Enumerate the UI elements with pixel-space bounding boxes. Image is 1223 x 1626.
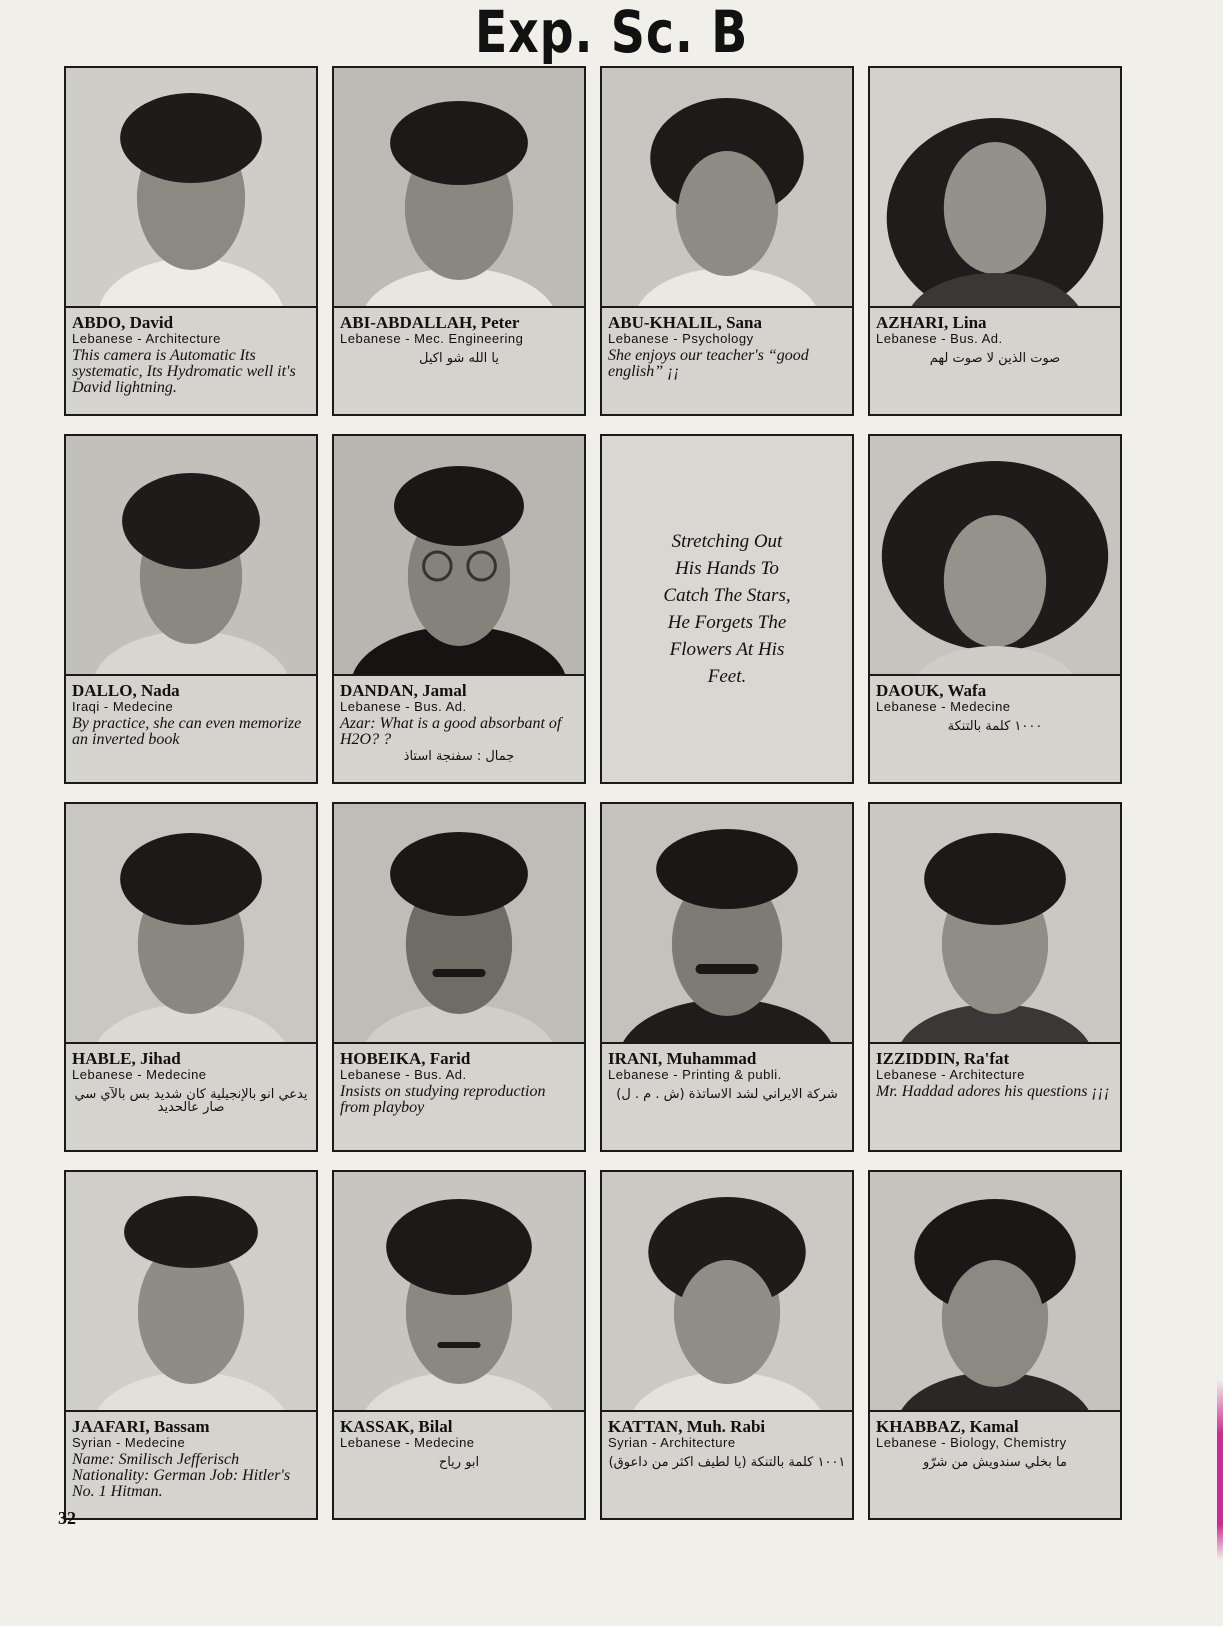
student-info: Lebanese - Medecine [876, 699, 1011, 715]
student-name: HOBEIKA, Farid [340, 1050, 471, 1068]
student-info: Lebanese - Biology, Chemistry [876, 1435, 1067, 1451]
student-photo [602, 1172, 852, 1412]
student-caption [870, 676, 1120, 782]
student-quote-arabic: يدعي انو بالإنجيلية كان شديد بس بالآي سي صار عالحديد [74, 1086, 308, 1115]
student-card [64, 434, 318, 784]
student-name: IRANI, Muhammad [608, 1050, 757, 1068]
page-edge-decoration [1217, 1380, 1223, 1560]
student-caption [334, 676, 584, 782]
student-info: Syrian - Medecine [72, 1435, 186, 1451]
student-card [600, 1170, 854, 1520]
student-card [64, 66, 318, 416]
student-name: IZZIDDIN, Ra'fat [876, 1050, 1010, 1068]
poem-line: Stretching Out [671, 531, 783, 552]
student-info: Lebanese - Psychology [608, 331, 754, 347]
student-quote-arabic: جمال : سفنجة استاذ [403, 748, 515, 764]
student-caption [334, 1412, 584, 1518]
student-quote: By practice, she can even memorize an inverted book [72, 714, 302, 748]
student-caption [870, 1044, 1120, 1150]
student-quote-arabic: يا الله شو اكيل [419, 350, 499, 366]
student-name: ABI-ABDALLAH, Peter [340, 314, 520, 332]
student-card [868, 1170, 1122, 1520]
student-card [600, 66, 854, 416]
student-photo [334, 436, 584, 676]
student-info: Syrian - Architecture [608, 1435, 736, 1451]
poem-card [600, 434, 854, 784]
student-info: Lebanese - Architecture [876, 1067, 1025, 1083]
student-photo [334, 804, 584, 1044]
student-quote-arabic: ابو رياح [438, 1454, 480, 1470]
student-caption [334, 308, 584, 414]
student-name: AZHARI, Lina [876, 314, 987, 332]
student-name: HABLE, Jihad [72, 1050, 181, 1068]
student-name: DANDAN, Jamal [340, 682, 467, 700]
student-name: KHABBAZ, Kamal [876, 1418, 1019, 1436]
student-card [64, 802, 318, 1152]
student-caption [66, 1044, 316, 1150]
student-card [332, 802, 586, 1152]
student-photo [870, 804, 1120, 1044]
student-quote: Azar: What is a good absorbant of H2O? ? [340, 714, 562, 748]
student-photo [602, 804, 852, 1044]
student-info: Lebanese - Printing & publi. [608, 1067, 782, 1083]
poem-text [627, 528, 827, 690]
student-photo [602, 68, 852, 308]
student-quote: Insists on studying reproduction from playboy [340, 1082, 546, 1116]
student-caption [602, 1044, 852, 1150]
student-caption [66, 676, 316, 782]
poem-line: Catch The Stars, [663, 585, 791, 606]
student-info: Iraqi - Medecine [72, 699, 174, 715]
student-info: Lebanese - Architecture [72, 331, 221, 347]
student-info: Lebanese - Bus. Ad. [340, 699, 467, 715]
student-quote: Mr. Haddad adores his questions ¡¡¡ [876, 1082, 1111, 1100]
student-card [868, 434, 1122, 784]
student-photo [870, 436, 1120, 676]
student-quote-arabic: ١٠٠٠ كلمة بالتنكة [947, 718, 1043, 734]
student-photo [334, 68, 584, 308]
student-quote-arabic: شركة الايراني لشد الاساتذة (ش . م . ل) [616, 1086, 838, 1102]
poem-line: He Forgets The [667, 612, 787, 633]
student-photo [66, 1172, 316, 1412]
student-caption [334, 1044, 584, 1150]
student-info: Lebanese - Medecine [72, 1067, 207, 1083]
student-card [332, 66, 586, 416]
student-caption [602, 1412, 852, 1518]
student-card [600, 802, 854, 1152]
student-card [868, 66, 1122, 416]
page-title: Exp. Sc. B [474, 0, 749, 66]
student-caption [66, 1412, 316, 1518]
student-name: ABU-KHALIL, Sana [608, 314, 762, 332]
student-quote: Name: Smilisch Jefferisch Nationality: German Job: Hitler's No. 1 Hitman. [72, 1450, 291, 1500]
student-photo [334, 1172, 584, 1412]
student-card [64, 1170, 318, 1520]
student-info: Lebanese - Bus. Ad. [340, 1067, 467, 1083]
student-caption [870, 1412, 1120, 1518]
student-caption [602, 308, 852, 414]
poem-line: Feet. [707, 666, 747, 687]
student-quote: This camera is Automatic Its systematic, Its Hydromatic well it's David lightning. [72, 346, 296, 396]
student-caption [870, 308, 1120, 414]
poem-line: His Hands To [675, 558, 779, 579]
student-name: KATTAN, Muh. Rabi [608, 1418, 766, 1436]
page-number: 32 [58, 1508, 76, 1528]
student-card [332, 434, 586, 784]
student-quote-arabic: ما بخلي سندويش من شرّو [923, 1454, 1067, 1470]
student-name: JAAFARI, Bassam [72, 1418, 210, 1436]
student-info: Lebanese - Medecine [340, 1435, 475, 1451]
student-name: ABDO, David [72, 314, 174, 332]
student-photo [870, 68, 1120, 308]
student-name: DAOUK, Wafa [876, 682, 987, 700]
poem-line: Flowers At His [669, 639, 785, 660]
student-card [868, 802, 1122, 1152]
student-info: Lebanese - Bus. Ad. [876, 331, 1003, 347]
student-grid [64, 66, 1122, 1520]
student-photo [66, 68, 316, 308]
student-quote-arabic: صوت الذين لا صوت لهم [929, 350, 1061, 366]
student-name: KASSAK, Bilal [340, 1418, 453, 1436]
student-name: DALLO, Nada [72, 682, 180, 700]
student-quote-arabic: ١٠٠١ كلمة بالتنكة (يا لطيف اكثر من داعوق) [608, 1454, 846, 1470]
student-photo [870, 1172, 1120, 1412]
student-quote: She enjoys our teacher's “good english” ¡¡ [608, 346, 809, 380]
student-photo [66, 804, 316, 1044]
student-info: Lebanese - Mec. Engineering [340, 331, 524, 347]
student-card [332, 1170, 586, 1520]
student-caption [66, 308, 316, 414]
student-photo [66, 436, 316, 676]
